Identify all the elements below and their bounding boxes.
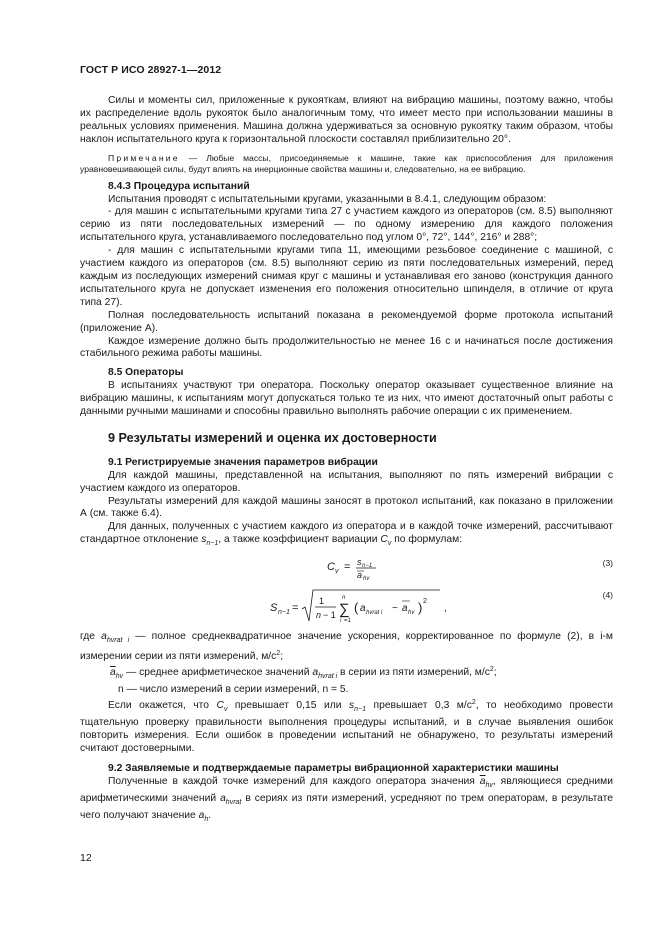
list-item-type-27: - для машин с испытательными кругами типа 27 с участием каждого из операторов (см. 8.5) выполняют серию из пяти последовательных измерений — по одному измерению для каждого положения испытательного круга, устанавливаемого последовательно под углом 0°, 72°, 144°, 216° и 288°; [80,206,613,244]
definitions [80,631,613,697]
paragraph-averaging: Полученные в каждой точке измерений для каждого оператора значения $\overline{a}_{hv}$, являющиеся средними арифметическими значений $a_{hvrat}$ в сериях из пяти измерений, усредняют по трем операторам, в результате чего получают значение $a_h$. [80,776,614,824]
svg-text:−: − [392,603,398,615]
svg-text:2: 2 [423,598,427,606]
formula-std-dev [80,587,613,627]
svg-text:a: a [402,603,408,615]
svg-text:n: n [316,610,322,621]
svg-text:hvrat i: hvrat i [366,610,383,617]
paragraph-validity: Если окажется, что $C_v$ превышает 0,15 или $s_{n-1}$ превышает 0,3 $м/с^2$, то необходимо провести тщательную проверку правильности выполнения процедуры испытаний, и в случае выявления ошибок повторить измерения. Если ошибок в проведении испытаний не обнаружено, то результаты измерений считают достоверными. [80,698,614,754]
svg-text:n: n [342,595,346,602]
svg-text:1: 1 [319,596,325,607]
paragraph-duration: Каждое измерение должно быть продолжительностью не менее 16 с и начинаться после достижения стабильного режима работы машины. [80,335,613,360]
svg-text:s: s [357,557,362,568]
formula-cv [80,555,613,581]
svg-text:S: S [270,602,278,615]
svg-text:a: a [357,570,363,581]
definition-n: n — число измерений в серии измерений, n = 5. [118,683,349,695]
heading-8-4-3: 8.4.3 Процедура испытаний [108,180,250,192]
page-number: 12 [80,852,92,864]
paragraph-protocol: Результаты измерений для каждой машины заносят в протокол испытаний, как показано в приложении А (см. также 6.4). [80,495,613,520]
svg-text:): ) [418,600,423,616]
formula-cv-svg [80,555,613,581]
svg-text:a: a [360,603,366,615]
svg-text:C: C [327,561,335,574]
list-item-type-11: - для машин с испытательными кругами типа 11, имеющими резьбовое соединение с машиной, с участием каждого из операторов (см. 8.5) выполняют серию из пяти последовательных измерений, перед каждым из последующих измерений снимая круг с машины и устанавливая его заново (конструкция данного испытательного круга не допускает изменения его положения относительно шпинделя, в отличие от круга типа 27). [80,245,613,308]
equation-number-3: (3) [602,558,613,569]
note-label: Примечание [108,152,180,163]
paragraph-operators: В испытаниях участвуют три оператора. Поскольку оператор оказывает существенное влияние на вибрацию машины, к испытаниям могут допускаться только те из них, что имеют достаточный опыт работы с данными ручными машинами и способны правильно выполнять рабочие операции с их применением. [80,380,613,418]
svg-text:hv: hv [408,610,415,617]
heading-8-5: 8.5 Операторы [108,367,184,379]
heading-9-1: 9.1 Регистрируемые значения параметров вибрации [108,456,378,468]
note-text: — Любые массы, присоединяемые к машине, такие как приспособления для приложения уравновешивающей силы, будут влиять на инерционные свойства машины и, следовательно, на ее вибрацию. [80,152,613,174]
svg-text:(: ( [354,600,359,616]
svg-text:v: v [335,568,339,576]
svg-text:=1: =1 [344,618,351,625]
svg-text:=: = [344,561,351,574]
svg-text:− 1: − 1 [323,610,336,621]
paragraph-full-sequence: Полная последовательность испытаний показана в рекомендуемой форме протокола испытаний (приложение А). [80,309,613,334]
svg-text:n−1: n−1 [362,563,373,570]
document-body [80,95,613,827]
paragraph-five-measurements: Для каждой машины, представленной на испытания, выполняют по пять измерений вибрации с участием каждого из операторов. [80,469,613,494]
paragraph-test-intro: Испытания проводят с испытательными кругами, указанными в 8.4.1, следующим образом: [108,193,547,205]
definition-a-hv-mean: $\overline{a}_{hv}$ — среднее арифметическое значений $a_{hvrat i}$ в серии из пяти измерений, $м/с^2$; [110,666,497,680]
note [80,153,613,175]
formula-std-dev-svg [80,587,613,627]
svg-text:n−1: n−1 [278,609,290,617]
paragraph-std-dev: Для данных, полученных с участием каждого из оператора и в каждой точке измерений, рассчитывают стандартное отклонение $s_{n-1}$, а также коэффициент вариации $C_v$ по формулам: [80,521,613,548]
svg-text:∑: ∑ [339,601,350,619]
heading-section-9: 9 Результаты измерений и оценка их достоверности [108,430,437,445]
heading-9-2: 9.2 Заявляемые и подтверждаемые параметры вибрационной характеристики машины [108,763,559,775]
paragraph-forces: Силы и моменты сил, приложенные к рукояткам, влияют на вибрацию машины, поэтому важно, чтобы их распределение вдоль рукояток было аналогичным тому, что имеет место при использовании машины в реальных условиях применения. Машина должна удерживаться за основную рукоятку таким образом, чтобы наклон испытательного круга к горизонтальной плоскости составлял приблизительно 20°. [80,95,613,145]
svg-text:i: i [340,618,342,625]
equation-number-4: (4) [602,590,613,601]
svg-text:,: , [444,603,447,615]
definition-a-hvrat: где $a_{hvrat i}$ — полное среднеквадратичное значение ускорения, корректированное по формуле (2), в i-м измерении серии из пяти измерений, $м/с^2$; [80,631,614,663]
document-header: ГОСТ Р ИСО 28927-1—2012 [80,64,222,76]
svg-text:hv: hv [363,576,370,582]
svg-text:=: = [292,602,299,615]
